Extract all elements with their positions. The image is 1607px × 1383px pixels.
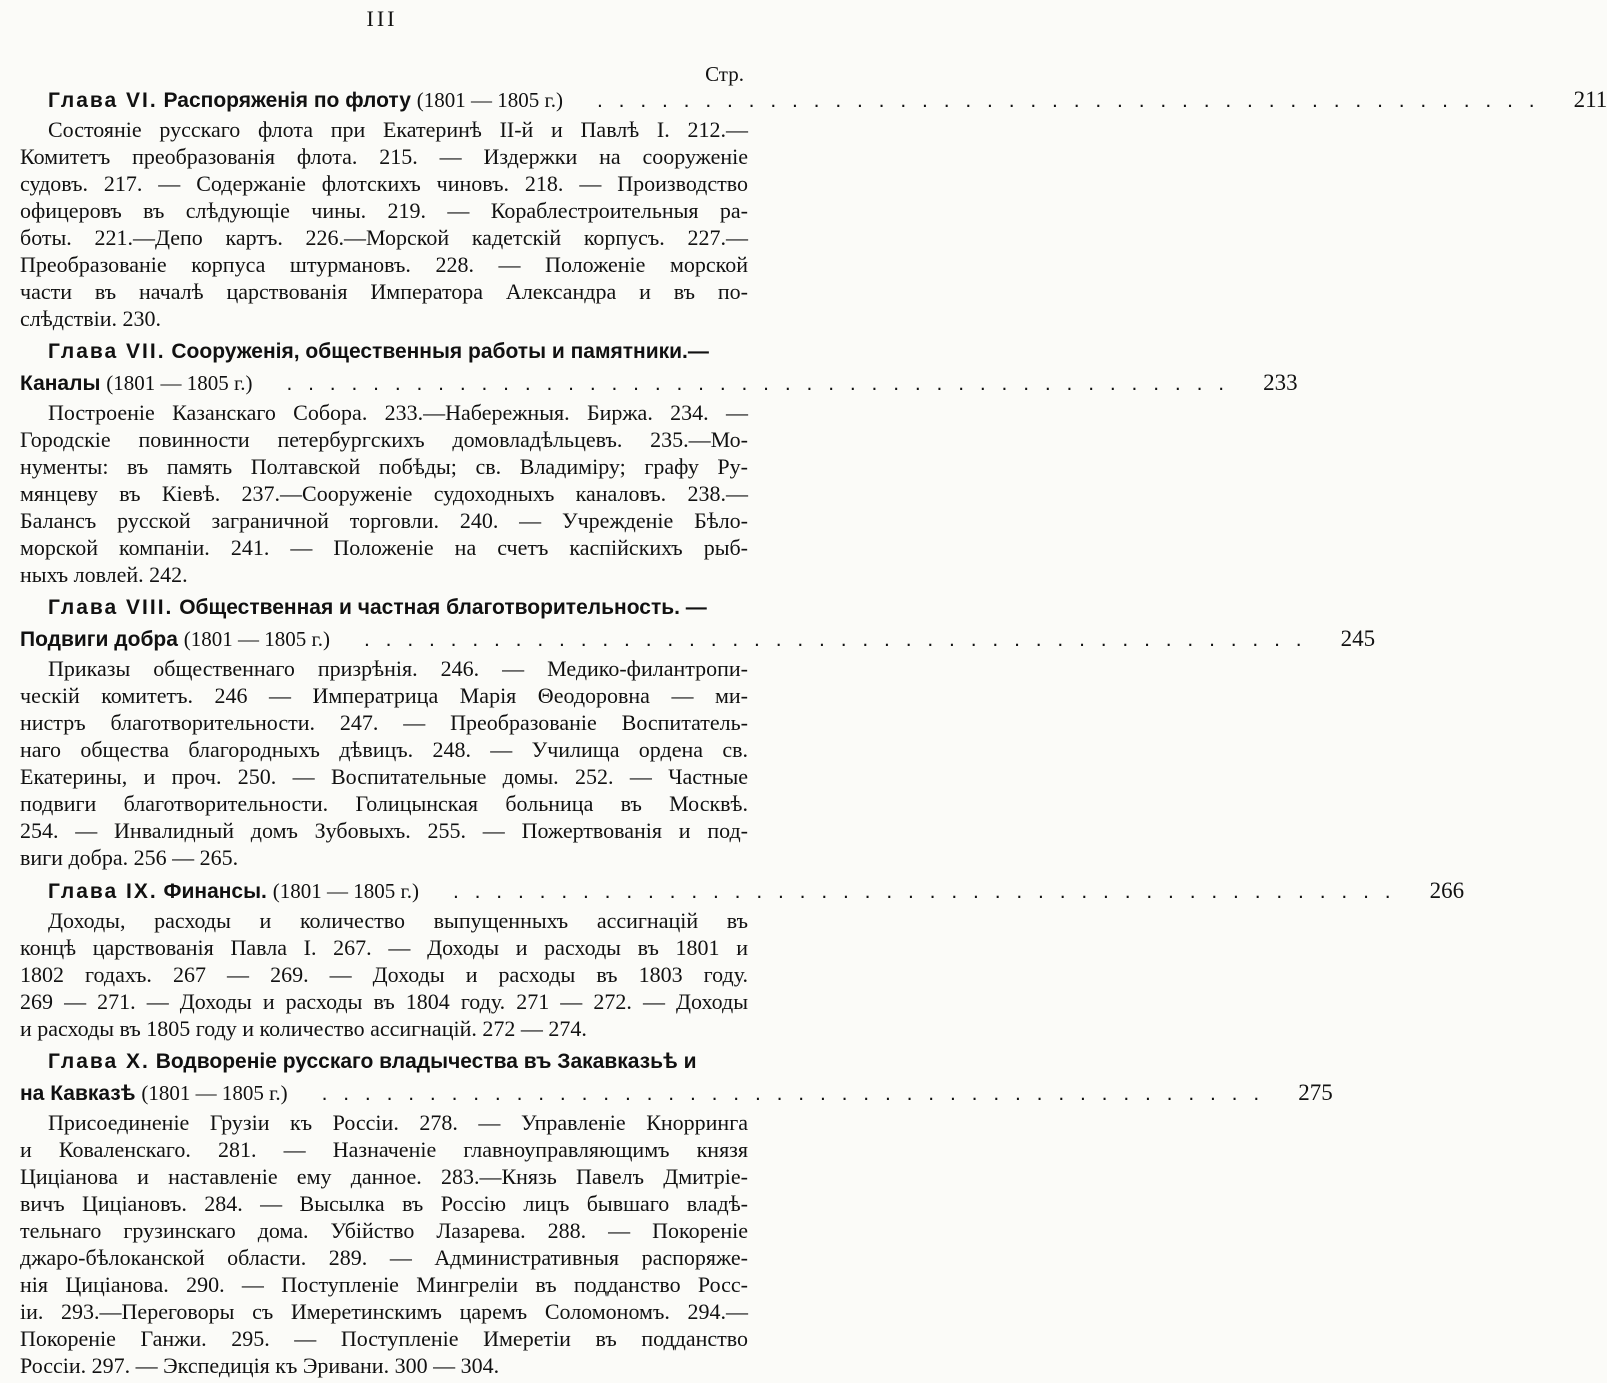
chapter-summary [20,116,748,332]
summary-line: концѣ царствованія Павла I. 267. — Доходы и расходы въ 1801 и [20,935,748,960]
summary-line: Построеніе Казанскаго Собора. 233.—Набережныя. Биржа. 234. — [48,400,748,425]
dot-leader: . . . . . . . . . . . . . . . . . . . . . . . . . . . . . . . . . . . . . . . . . . . . [596,89,1540,112]
chapter-heading [20,84,1607,116]
chapter-page-number: 275 [1298,1080,1333,1105]
summary-line: подвиги благотворительности. Голицынская больница въ Москвѣ. [20,791,748,816]
summary-line: виги добра. 256 — 265. [20,845,239,870]
summary-line: офицеровъ въ слѣдующіе чины. 219. — Кораблестроительныя ра- [20,198,748,223]
chapter-title: Водвореніе русскаго владычества въ Закавказьѣ и [155,1050,697,1073]
chapter-page-number: 266 [1429,878,1465,903]
summary-line: судовъ. 217. — Содержаніе флотскихъ чиновъ. 218. — Производство [20,171,748,196]
chapter-number: Глава VI. [48,89,158,112]
summary-line: боты. 221.—Депо картъ. 226.—Морской кадетскій корпусъ. 227.— [20,225,748,250]
chapter-summary [20,399,748,588]
summary-line: Цицiанова и наставленіе ему данное. 283.—Князь Павелъ Дмитріе- [20,1164,748,1189]
chapter-page-number: 233 [1263,370,1298,395]
summary-line: вичъ Цицiановъ. 284. — Высылка въ Россію лицъ бывшаго владѣ- [20,1191,748,1216]
chapter-dates: (1801 — 1805 г.) [272,879,419,903]
chapter-page-number: 245 [1340,626,1376,651]
dot-leader: . . . . . . . . . . . . . . . . . . . . . . . . . . . . . . . . . . . . . . . . . . . . [321,1082,1265,1105]
summary-line: нументы: въ память Полтавской побѣды; св. Владиміру; графу Ру- [20,454,748,479]
table-of-contents [20,84,1607,1383]
chapter-number: Глава VIII. [48,596,174,619]
dot-leader: . . . . . . . . . . . . . . . . . . . . . . . . . . . . . . . . . . . . . . . . . . . . [286,372,1230,395]
chapter-summary [20,907,748,1042]
chapter-title: Сооруженія, общественныя работы и памятники.— [171,340,709,363]
dot-leader: . . . . . . . . . . . . . . . . . . . . . . . . . . . . . . . . . . . . . . . . . . . . [364,628,1307,651]
chapter-page-number: 211 [1573,87,1607,112]
summary-line: и расходы въ 1805 году и количество ассигнацій. 272 — 274. [20,1016,587,1041]
chapter-entry [20,336,1298,588]
chapter-title-continued: Каналы [20,372,101,395]
dot-leader: . . . . . . . . . . . . . . . . . . . . . . . . . . . . . . . . . . . . . . . . . . . . [452,880,1396,903]
summary-line: и Коваленскаго. 281. — Назначеніе главноуправляющимъ князя [20,1137,748,1162]
page-number: III [366,6,398,31]
summary-line: мянцеву въ Кіевѣ. 237.—Сооруженіе судоходныхъ каналовъ. 238.— [20,481,748,506]
summary-line: Городскіе повинности петербургскихъ домовладѣльцевъ. 235.—Мо- [20,427,748,452]
summary-line: морской компаніи. 241. — Положеніе на счетъ каспійскихъ рыб- [20,535,748,560]
summary-line: Балансъ русской заграничной торговли. 240. — Учрежденіе Бѣло- [20,508,748,533]
chapter-entry [20,875,1465,1042]
chapter-title: Общественная и частная благотворительность. — [179,596,707,619]
chapter-number: Глава X. [48,1050,150,1073]
chapter-title: Распоряженія по флоту [163,89,411,112]
summary-line: нія Цицiанова. 290. — Поступленіе Мингреліи въ подданство Росс- [20,1272,748,1297]
chapter-number: Глава IX. [48,880,158,903]
chapter-entry [20,592,1376,871]
summary-line: Комитетъ преобразованія флота. 215. — Издержки на сооруженіе [20,144,748,169]
summary-line: части въ началѣ царствованія Императора Александра и въ по- [20,279,748,304]
chapter-dates: (1801 — 1805 г.) [183,627,330,651]
page-column-label: Стр. [705,62,744,86]
chapter-dates: (1801 — 1805 г.) [106,371,253,395]
summary-line: 254. — Инвалидный домъ Зубовыхъ. 255. — Пожертвованія и под- [20,818,748,843]
summary-line: нистръ благотворительности. 247. — Преобразованіе Воспитатель- [20,710,748,735]
summary-line: Состояніе русскаго флота при Екатеринѣ II-й и Павлѣ I. 212.— [48,117,748,142]
chapter-title-continued: на Кавказѣ [20,1082,136,1105]
chapter-heading [20,875,1465,907]
summary-line: ческій комитетъ. 246 — Императрица Марія Θеодоровна — ми- [20,683,748,708]
summary-line: 1802 годахъ. 267 — 269. — Доходы и расходы въ 1803 году. [20,962,748,987]
chapter-title-continued: Подвиги добра [20,628,178,651]
summary-line: джаро-бѣлоканской области. 289. — Административныя распоряже- [20,1245,748,1270]
chapter-dates: (1801 — 1805 г.) [141,1081,288,1105]
chapter-title: Финансы. [163,880,267,903]
summary-line: іи. 293.—Переговоры съ Имеретинскимъ царемъ Соломономъ. 294.— [20,1299,748,1324]
summary-line: Преобразованіе корпуса штурмановъ. 228. — Положеніе морской [20,252,748,277]
chapter-number: Глава VII. [48,340,166,363]
summary-line: Приказы общественнаго призрѣнія. 246. — Медико-филантропи- [48,656,748,681]
chapter-summary [20,1109,748,1379]
chapter-entry [20,1046,1333,1379]
summary-line: Покореніе Ганжи. 295. — Поступленіе Имеретіи въ подданство [20,1326,748,1351]
summary-line: ныхъ ловлей. 242. [20,562,188,587]
chapter-heading [20,1046,1333,1109]
summary-line: Присоединеніе Грузіи къ Россіи. 278. — Управленіе Кнорринга [48,1110,748,1135]
summary-line: Екатерины, и проч. 250. — Воспитательные домы. 252. — Частные [20,764,748,789]
summary-line: тельнаго грузинскаго дома. Убійство Лазарева. 288. — Покореніе [20,1218,748,1243]
chapter-dates: (1801 — 1805 г.) [416,88,563,112]
chapter-heading [20,592,1376,655]
chapter-heading [20,336,1298,399]
chapter-summary [20,655,748,871]
summary-line: слѣдствіи. 230. [20,306,162,331]
summary-line: наго общества благородныхъ дѣвицъ. 248. — Училища ордена св. [20,737,748,762]
chapter-entry [20,84,1607,332]
summary-line: Доходы, расходы и количество выпущенныхъ ассигнацій въ [48,908,748,933]
summary-line: Россіи. 297. — Экспедиція къ Эривани. 300 — 304. [20,1353,500,1378]
summary-line: 269 — 271. — Доходы и расходы въ 1804 году. 271 — 272. — Доходы [20,989,748,1014]
